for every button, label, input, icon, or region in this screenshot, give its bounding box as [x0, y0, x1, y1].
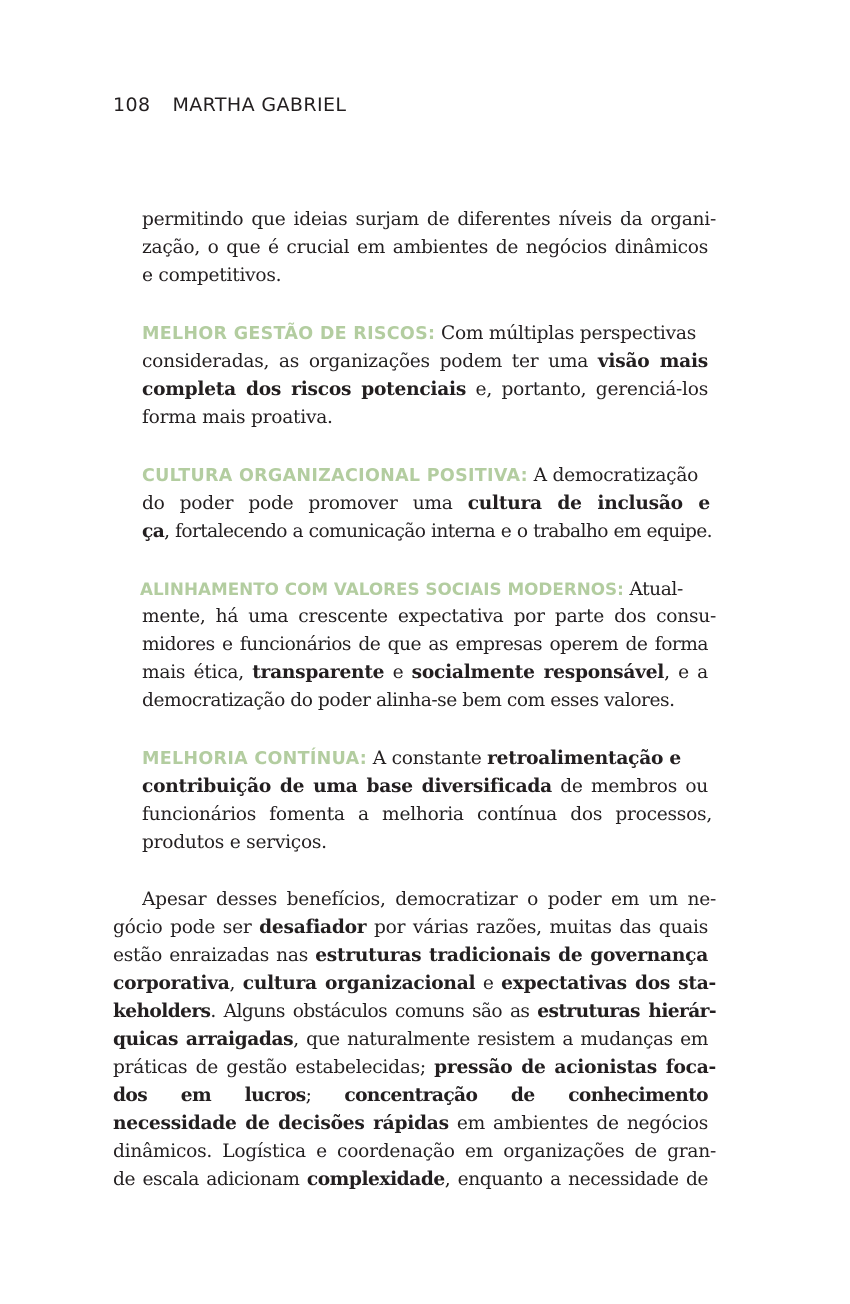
paragraph-line: quicas arraigadas, que naturalmente resistem a mudanças em [113, 1029, 708, 1050]
paragraph-line: necessidade de decisões rápidas em ambientes de negócios [113, 1113, 708, 1134]
paragraph-line: Apesar desses benefícios, democratizar o poder em um ne- [142, 889, 716, 910]
item-line: do poder pode promover uma cultura de inclusão e [142, 493, 710, 514]
item-line: midores e funcionários de que as empresas operem de forma [142, 634, 708, 655]
item-first-line: Com múltiplas perspectivas [435, 323, 697, 344]
item-line: produtos e serviços. [142, 832, 327, 853]
item-first-line: A democratização [527, 465, 699, 486]
paragraph-line: de escala adicionam complexidade, enquanto a necessidade de [113, 1169, 708, 1190]
item-label: CULTURA ORGANIZACIONAL POSITIVA: [142, 466, 528, 486]
paragraph-line: estão enraizadas nas estruturas tradicionais de governança [113, 945, 708, 966]
running-head [113, 94, 346, 116]
intro-line: zação, o que é crucial em ambientes de negócios dinâmicos [142, 237, 708, 258]
list-item-melhoria [142, 745, 681, 773]
paragraph-line: keholders. Alguns obstáculos comuns são as estruturas hierár- [113, 1001, 716, 1022]
item-line: contribuição de uma base diversificada de membros ou [142, 776, 708, 797]
item-line: ça, fortalecendo a comunicação interna e o trabalho em equipe. [142, 521, 712, 542]
item-first-line: A constante retroalimentação e [367, 748, 681, 769]
page-number: 108 [113, 94, 151, 116]
paragraph-line: gócio pode ser desafiador por várias razões, muitas das quais [113, 917, 708, 938]
item-line: forma mais proativa. [142, 407, 333, 428]
item-line: mais ética, transparente e socialmente responsável, e a [142, 662, 708, 683]
paragraph-line: dos em lucros; concentração de conhecimento [113, 1085, 708, 1106]
item-label: ALINHAMENTO COM VALORES SOCIAIS MODERNOS: [140, 579, 624, 599]
list-item-alinhamento [140, 575, 683, 603]
item-line: funcionários fomenta a melhoria contínua dos processos, [142, 804, 712, 825]
list-item-riscos [142, 320, 696, 348]
item-label: MELHOR GESTÃO DE RISCOS: [142, 324, 436, 344]
author-name: MARTHA GABRIEL [172, 94, 347, 116]
item-line: completa dos riscos potenciais e, portanto, gerenciá-los [142, 379, 708, 400]
item-label: MELHORIA CONTÍNUA: [142, 749, 368, 769]
intro-line: e competitivos. [142, 265, 282, 286]
paragraph-line: dinâmicos. Logística e coordenação em organizações de gran- [113, 1141, 716, 1162]
paragraph-line: práticas de gestão estabelecidas; pressão de acionistas foca- [113, 1057, 716, 1078]
item-line: mente, há uma crescente expectativa por parte dos consu- [142, 606, 716, 627]
list-item-cultura [142, 462, 698, 490]
paragraph-line: corporativa, cultura organizacional e expectativas dos sta- [113, 973, 716, 994]
item-line: consideradas, as organizações podem ter uma visão mais [142, 351, 708, 372]
item-first-line: Atual- [623, 579, 683, 600]
item-line: democratização do poder alinha-se bem com esses valores. [142, 690, 675, 711]
intro-line: permitindo que ideias surjam de diferentes níveis da organi- [142, 209, 716, 230]
